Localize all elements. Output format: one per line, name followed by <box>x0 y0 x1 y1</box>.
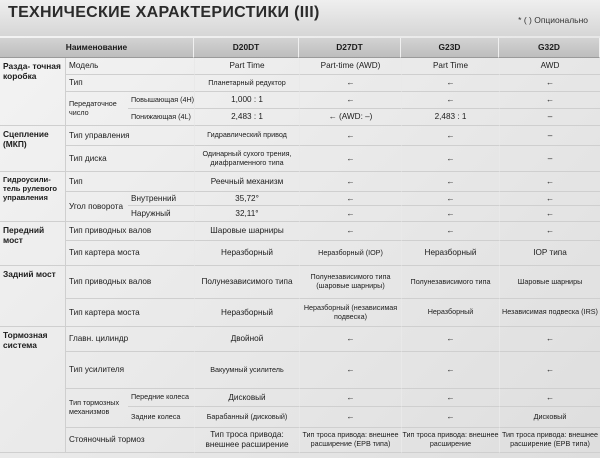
group-power-steering: Гидроусили- тель рулевого управления <box>0 172 66 222</box>
col-header-g23d: G23D <box>401 38 499 58</box>
table-cell: Одинарный сухого трения, диафрагменного типа <box>194 146 299 172</box>
table-cell: ← <box>499 206 600 222</box>
spec-table <box>0 38 600 458</box>
table-cell: ← <box>401 352 499 389</box>
row-label: Тип усилителя <box>66 352 194 389</box>
table-cell: Part-time (AWD) <box>299 58 401 75</box>
table-cell: Планетарный редуктор <box>194 75 299 92</box>
table-cell: ← <box>299 92 401 109</box>
row-label: Тип управления <box>66 126 194 146</box>
row-label: Передаточное число <box>66 92 128 126</box>
table-cell: ← <box>401 407 499 428</box>
table-cell: Тип троса привода: внешнее расширение <box>194 428 299 453</box>
table-cell: ← <box>401 172 499 192</box>
table-cell: ← <box>499 352 600 389</box>
page-title: ТЕХНИЧЕСКИЕ ХАРАКТЕРИСТИКИ (III) <box>8 4 320 21</box>
group-rear-axle: Задний мост <box>0 266 66 327</box>
table-cell: – <box>499 146 600 172</box>
table-cell: ← <box>299 352 401 389</box>
col-header-d27dt: D27DT <box>299 38 401 58</box>
table-cell: ← <box>299 126 401 146</box>
sub-label: Повышающая (4H) <box>128 92 194 109</box>
table-cell: Part Time <box>194 58 299 75</box>
table-cell: 1,000 : 1 <box>194 92 299 109</box>
table-cell: Part Time <box>401 58 499 75</box>
table-cell: Шаровые шарниры <box>499 266 600 299</box>
table-cell: Дисковый <box>194 389 299 407</box>
table-cell: ← <box>401 146 499 172</box>
table-cell: Вакуумный усилитель <box>194 352 299 389</box>
table-cell: AWD <box>499 58 600 75</box>
table-cell: ← <box>401 92 499 109</box>
table-cell: ← <box>299 389 401 407</box>
row-label: Тип приводных валов <box>66 266 194 299</box>
group-transfer-case: Разда- точная коробка <box>0 58 66 126</box>
table-cell: ← <box>499 327 600 352</box>
table-cell: – <box>499 109 600 126</box>
table-cell: ← <box>299 75 401 92</box>
group-brakes: Тормозная система <box>0 327 66 453</box>
table-cell: ← <box>499 192 600 206</box>
table-cell: Тип троса привода: внешнее расширение (EPB типа) <box>499 428 600 453</box>
row-label: Тип тормозных механизмов <box>66 389 128 428</box>
table-cell: Неразборный <box>194 241 299 266</box>
table-cell: ← <box>299 192 401 206</box>
table-cell: ← <box>401 327 499 352</box>
table-cell: ← <box>499 75 600 92</box>
table-cell: Неразборный <box>401 299 499 327</box>
table-cell: ← <box>401 222 499 241</box>
table-cell: Двойной <box>194 327 299 352</box>
table-cell: ← <box>401 75 499 92</box>
row-label: Тип картера моста <box>66 299 194 327</box>
sub-label: Наружный <box>128 206 194 222</box>
table-cell: Реечный механизм <box>194 172 299 192</box>
sub-label: Передние колеса <box>128 389 194 407</box>
group-clutch: Сцепление (МКП) <box>0 126 66 172</box>
table-cell: Тип троса привода: внешнее расширение (EPB типа) <box>299 428 401 453</box>
group-front-axle: Передний мост <box>0 222 66 266</box>
row-label: Тип диска <box>66 146 194 172</box>
table-cell: Полунезависимого типа (шаровые шарниры) <box>299 266 401 299</box>
table-cell: Неразборный <box>194 299 299 327</box>
table-cell: Неразборный (независимая подвеска) <box>299 299 401 327</box>
row-label: Главн. цилиндр <box>66 327 194 352</box>
row-label: Стояночный тормоз <box>66 428 194 453</box>
table-cell: Независимая подвеска (IRS) <box>499 299 600 327</box>
sub-label: Задние колеса <box>128 407 194 428</box>
table-cell: Тип троса привода: внешнее расширение <box>401 428 499 453</box>
row-label: Тип <box>66 75 194 92</box>
row-label: Угол поворота <box>66 192 128 222</box>
row-label: Тип картера моста <box>66 241 194 266</box>
row-label: Тип <box>66 172 194 192</box>
table-cell: Полунезависимого типа <box>194 266 299 299</box>
table-cell: ← <box>299 206 401 222</box>
table-cell: 35,72° <box>194 192 299 206</box>
table-cell: 32,11° <box>194 206 299 222</box>
table-cell: ← <box>401 126 499 146</box>
page-header <box>0 0 600 36</box>
table-cell: ← <box>499 222 600 241</box>
table-cell: Дисковый <box>499 407 600 428</box>
table-cell: ← <box>499 172 600 192</box>
table-cell: – <box>499 126 600 146</box>
table-cell: Барабанный (дисковый) <box>194 407 299 428</box>
col-header-d20dt: D20DT <box>194 38 299 58</box>
optional-note: * ( ) Опционально <box>518 15 588 25</box>
sub-label: Внутренний <box>128 192 194 206</box>
table-cell: ← <box>299 222 401 241</box>
table-cell: ← (AWD: –) <box>299 109 401 126</box>
table-cell: Гидравлический привод <box>194 126 299 146</box>
sub-label: Понижающая (4L) <box>128 109 194 126</box>
table-cell: ← <box>401 389 499 407</box>
col-header-g32d: G32D <box>499 38 600 58</box>
table-cell: ← <box>299 407 401 428</box>
table-cell: 2,483 : 1 <box>194 109 299 126</box>
table-cell: ← <box>299 146 401 172</box>
table-cell: Полунезависимого типа <box>401 266 499 299</box>
col-header-name: Наименование <box>0 38 194 58</box>
table-cell: ← <box>401 192 499 206</box>
table-cell: ← <box>299 172 401 192</box>
table-cell: 2,483 : 1 <box>401 109 499 126</box>
table-cell: ← <box>499 92 600 109</box>
table-cell: Неразборный <box>401 241 499 266</box>
row-label: Модель <box>66 58 194 75</box>
table-cell: IOP типа <box>499 241 600 266</box>
table-cell: ← <box>401 206 499 222</box>
table-cell: Неразборный (IOP) <box>299 241 401 266</box>
table-cell: Шаровые шарниры <box>194 222 299 241</box>
table-cell: ← <box>299 327 401 352</box>
table-cell: ← <box>499 389 600 407</box>
row-label: Тип приводных валов <box>66 222 194 241</box>
